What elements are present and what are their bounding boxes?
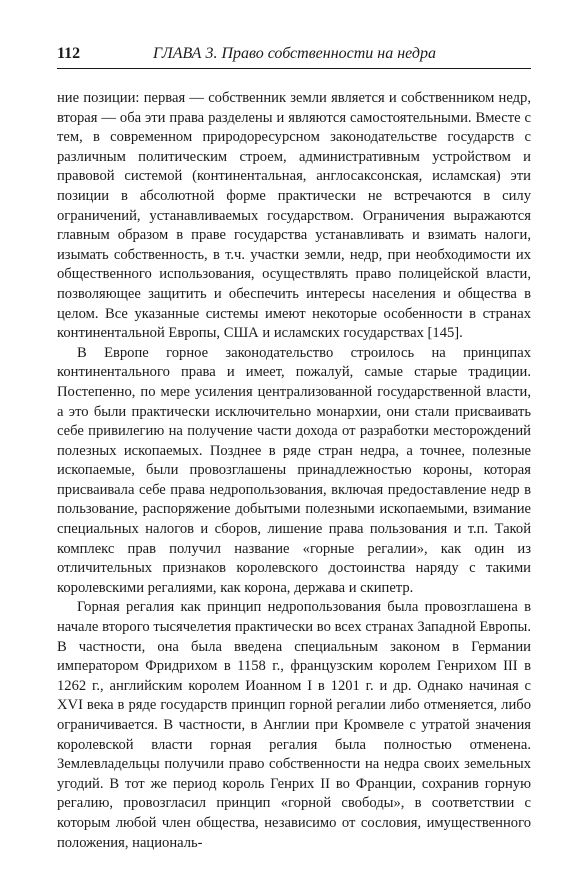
paragraph-mining-regalia: Горная регалия как принцип недропользования была провозглашена в начале второго тысячелетия практически во всех странах Западной Европы. В частности, она была введена специальным законом в Германии императором Фридрихом в 1158 г., французским королем Генрихом III в 1262 г., английским королем Иоанном I в 1201 г. и др. Однако начиная с XVI века в ряде государств принцип горной регалии либо отменяется, либо ограничивается. В частности, в Англии при Кромвеле с утратой значения королевской власти горная регалия была полностью отменена. Землевладельцы получили право собственности на недра своих земельных угодий. В тот же период король Генрих II во Франции, сохранив горную регалию, провозгласил принцип «горной свободы», в соответствии с которым любой член общества, независимо от сословия, имущественного положения, националь-	[57, 599, 531, 851]
page-header	[57, 44, 531, 69]
paragraph-continuation: ние позиции: первая — собственник земли является и собственником недр, вторая — оба эти права разделены и являются самостоятельными. Вместе с тем, в современном природоресурсном законодательстве государств с различным политическим строем, административным устройством и правовой системой (континентальная, англосаксонская, исламская) эти позиции в абсолютной форме практически не встречаются в силу ограничений, устанавливаемых государством. Ограничения выражаются главным образом в праве государства устанавливать и взимать налоги, изымать собственность, в т.ч. участки земли, недр, при необходимости их общественного использования, осуществлять право полицейской власти, позволяющее защитить и обеспечить интересы населения и общества в целом. Все указанные системы имеют некоторые особенности в странах континентальной Европы, США и исламских государствах [145].	[57, 90, 531, 342]
paragraph-european-mining-law: В Европе горное законодательство строилось на принципах континентального права и имеет, пожалуй, самые старые традиции. Постепенно, по мере усиления централизованной государственной власти, а это были практически исключительно монархии, они стали присваивать себе привилегию на получение части дохода от разработки месторождений полезных ископаемых. Позднее в ряде стран недра, а точнее, полезные ископаемые, были провозглашены принадлежностью короны, которая присваивала себе права недропользования, включая предоставление недр в пользование, распоряжение добытыми полезными ископаемыми, взимание специальных налогов и сборов, лишение права пользования и т.п. Такой комплекс прав получил название «горные регалии», как один из отличительных признаков королевского достоинства наряду с такими королевскими регалиями, как корона, держава и скипетр.	[57, 344, 531, 596]
book-page	[57, 44, 531, 853]
running-head: ГЛАВА 3. Право собственности на недра	[153, 45, 436, 62]
body-text	[57, 89, 531, 853]
page-number: 112	[57, 45, 81, 62]
